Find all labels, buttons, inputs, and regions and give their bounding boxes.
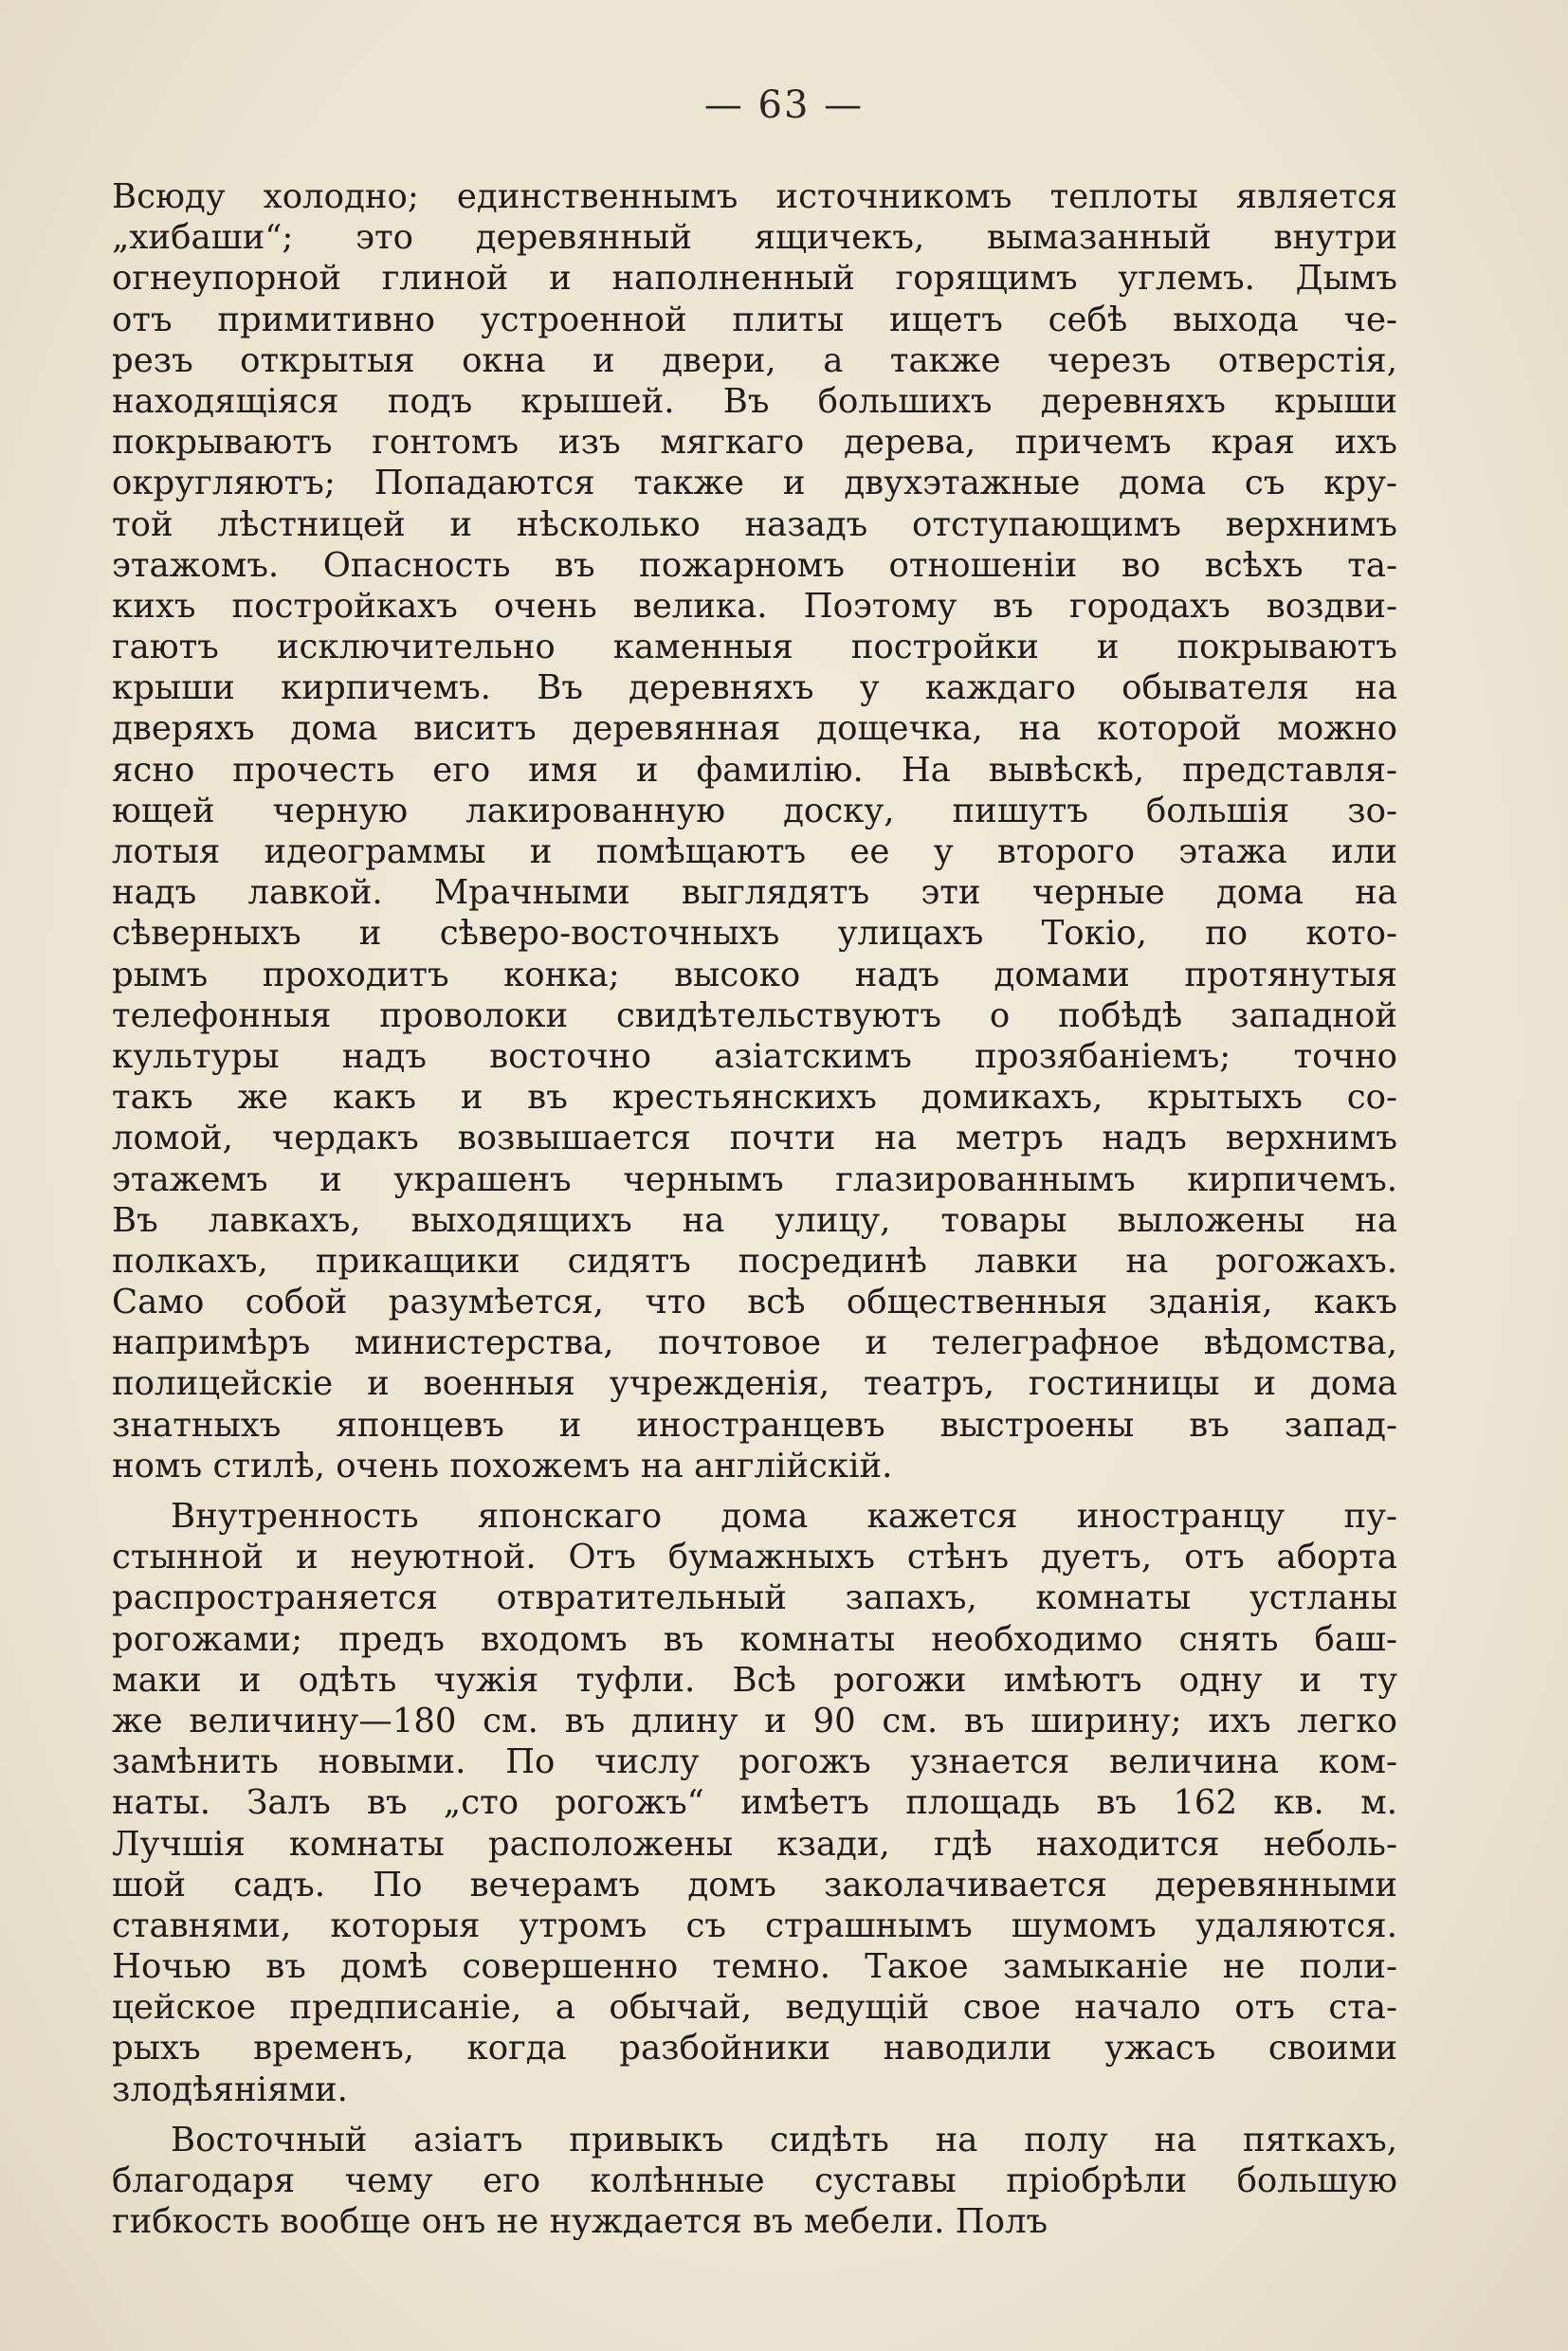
text-line: покрываютъ гонтомъ изъ мягкаго дерева, причемъ края ихъ (112, 423, 1397, 463)
text-line: дверяхъ дома виситъ деревянная дощечка, на которой можно (112, 709, 1397, 749)
text-line: этажомъ. Опасность въ пожарномъ отношеніи во всѣхъ та- (112, 545, 1397, 585)
text-line: находящіяся подъ крышей. Въ большихъ деревняхъ крыши (112, 381, 1397, 421)
text-line: маки и одѣть чужія туфли. Всѣ рогожи имѣютъ одну и ту (112, 1660, 1397, 1700)
text-line: рогожами; предъ входомъ въ комнаты необходимо снять баш- (112, 1619, 1397, 1659)
paragraph-2 (112, 1496, 1397, 2110)
text-line: Ночью въ домѣ совершенно темно. Такое замыканіе не поли- (112, 1947, 1397, 1987)
paragraph-gap (112, 1486, 1397, 1496)
text-line: Лучшія комнаты расположены кзади, гдѣ находится неболь- (112, 1824, 1397, 1864)
text-line: кихъ постройкахъ очень велика. Поэтому въ городахъ воздви- (112, 586, 1397, 626)
text-line: ставнями, которыя утромъ съ страшнымъ шумомъ удаляются. (112, 1905, 1397, 1945)
text-line: распространяется отвратительный запахъ, комнаты устланы (112, 1578, 1397, 1618)
text-line: надъ лавкой. Мрачными выглядятъ эти черные дома на (112, 873, 1397, 913)
text-line: Восточный азіатъ привыкъ сидѣть на полу на пяткахъ, (171, 2120, 1397, 2160)
text-line: Внутренность японскаго дома кажется иностранцу пу- (171, 1497, 1397, 1536)
text-line: шой садъ. По вечерамъ домъ заколачивается деревянными (112, 1865, 1397, 1904)
text-line: культуры надъ восточно азіатскимъ прозябаніемъ; точно (112, 1036, 1397, 1076)
text-line: Всюду холодно; единственнымъ источникомъ теплоты является (112, 177, 1397, 216)
text-line: замѣнить новыми. По числу рогожъ узнается величина ком- (112, 1742, 1397, 1782)
text-line: телефонныя проволоки свидѣтельствуютъ о побѣдѣ западной (112, 995, 1397, 1035)
text-line: сѣверныхъ и сѣверо-восточныхъ улицахъ Токіо, по кото- (112, 914, 1397, 954)
text-line: рыхъ временъ, когда разбойники наводили ужасъ своими (112, 2029, 1397, 2069)
text-line: отъ примитивно устроенной плиты ищетъ себѣ выхода че- (112, 300, 1397, 339)
text-line: крыши кирпичемъ. Въ деревняхъ у каждаго обывателя на (112, 668, 1397, 708)
text-line: „хибаши“; это деревянный ящичекъ, вымазанный внутри (112, 218, 1397, 258)
paragraph-3 (112, 2120, 1397, 2243)
text-line: ющей черную лакированную доску, пишутъ большія зо- (112, 791, 1397, 830)
text-line: гибкость вообще онъ не нуждается въ мебели. Полъ (112, 2202, 1048, 2242)
text-line: этажемъ и украшенъ чернымъ глазированнымъ кирпичемъ. (112, 1159, 1397, 1199)
paragraph-1 (112, 176, 1397, 1486)
text-line: знатныхъ японцевъ и иностранцевъ выстроены въ запад- (112, 1405, 1397, 1445)
text-line: лотыя идеограммы и помѣщаютъ ее у второго этажа или (112, 832, 1397, 871)
text-line: той лѣстницей и нѣсколько назадъ отступающимъ верхнимъ (112, 504, 1397, 544)
text-line: гаютъ исключительно каменныя постройки и покрываютъ (112, 628, 1397, 667)
text-line: ясно прочесть его имя и фамилію. На вывѣскѣ, представля- (112, 750, 1397, 790)
text-line: наты. Залъ въ „сто рогожъ“ имѣетъ площадь въ 162 кв. м. (112, 1783, 1397, 1823)
text-line: Само собой разумѣется, что всѣ общественныя зданія, какъ (112, 1283, 1397, 1322)
text-line: цейское предписаніе, а обычай, ведущій свое начало отъ ста- (112, 1988, 1397, 2028)
text-line: резъ открытыя окна и двери, а также черезъ отверстія, (112, 340, 1397, 380)
paragraph-gap (112, 2110, 1397, 2120)
text-line: ломой, чердакъ возвышается почти на метръ надъ верхнимъ (112, 1119, 1397, 1158)
body-text (112, 176, 1397, 2242)
text-line: напримѣръ министерства, почтовое и телеграфное вѣдомства, (112, 1323, 1397, 1363)
text-line: номъ стилѣ, очень похожемъ на англійскій. (112, 1446, 893, 1485)
text-line: стынной и неуютной. Отъ бумажныхъ стѣнъ дуетъ, отъ аборта (112, 1538, 1397, 1577)
text-line: рымъ проходитъ конка; высоко надъ домами протянутыя (112, 955, 1397, 994)
text-line: благодаря чему его колѣнные суставы пріобрѣли большую (112, 2161, 1397, 2200)
text-line: округляютъ; Попадаются также и двухэтажные дома съ кру- (112, 464, 1397, 503)
text-line: Въ лавкахъ, выходящихъ на улицу, товары выложены на (112, 1200, 1397, 1240)
text-line: такъ же какъ и въ крестьянскихъ домикахъ, крытыхъ со- (112, 1078, 1397, 1118)
page-number: — 63 — (703, 83, 865, 127)
text-line: же величину—180 см. въ длину и 90 см. въ ширину; ихъ легко (112, 1701, 1397, 1740)
text-line: злодѣяніями. (112, 2069, 348, 2109)
text-line: полкахъ, прикащики сидятъ посрединѣ лавки на рогожахъ. (112, 1241, 1397, 1281)
text-line: огнеупорной глиной и наполненный горящимъ углемъ. Дымъ (112, 259, 1397, 299)
text-line: полицейскіе и военныя учрежденія, театръ, гостиницы и дома (112, 1364, 1397, 1404)
